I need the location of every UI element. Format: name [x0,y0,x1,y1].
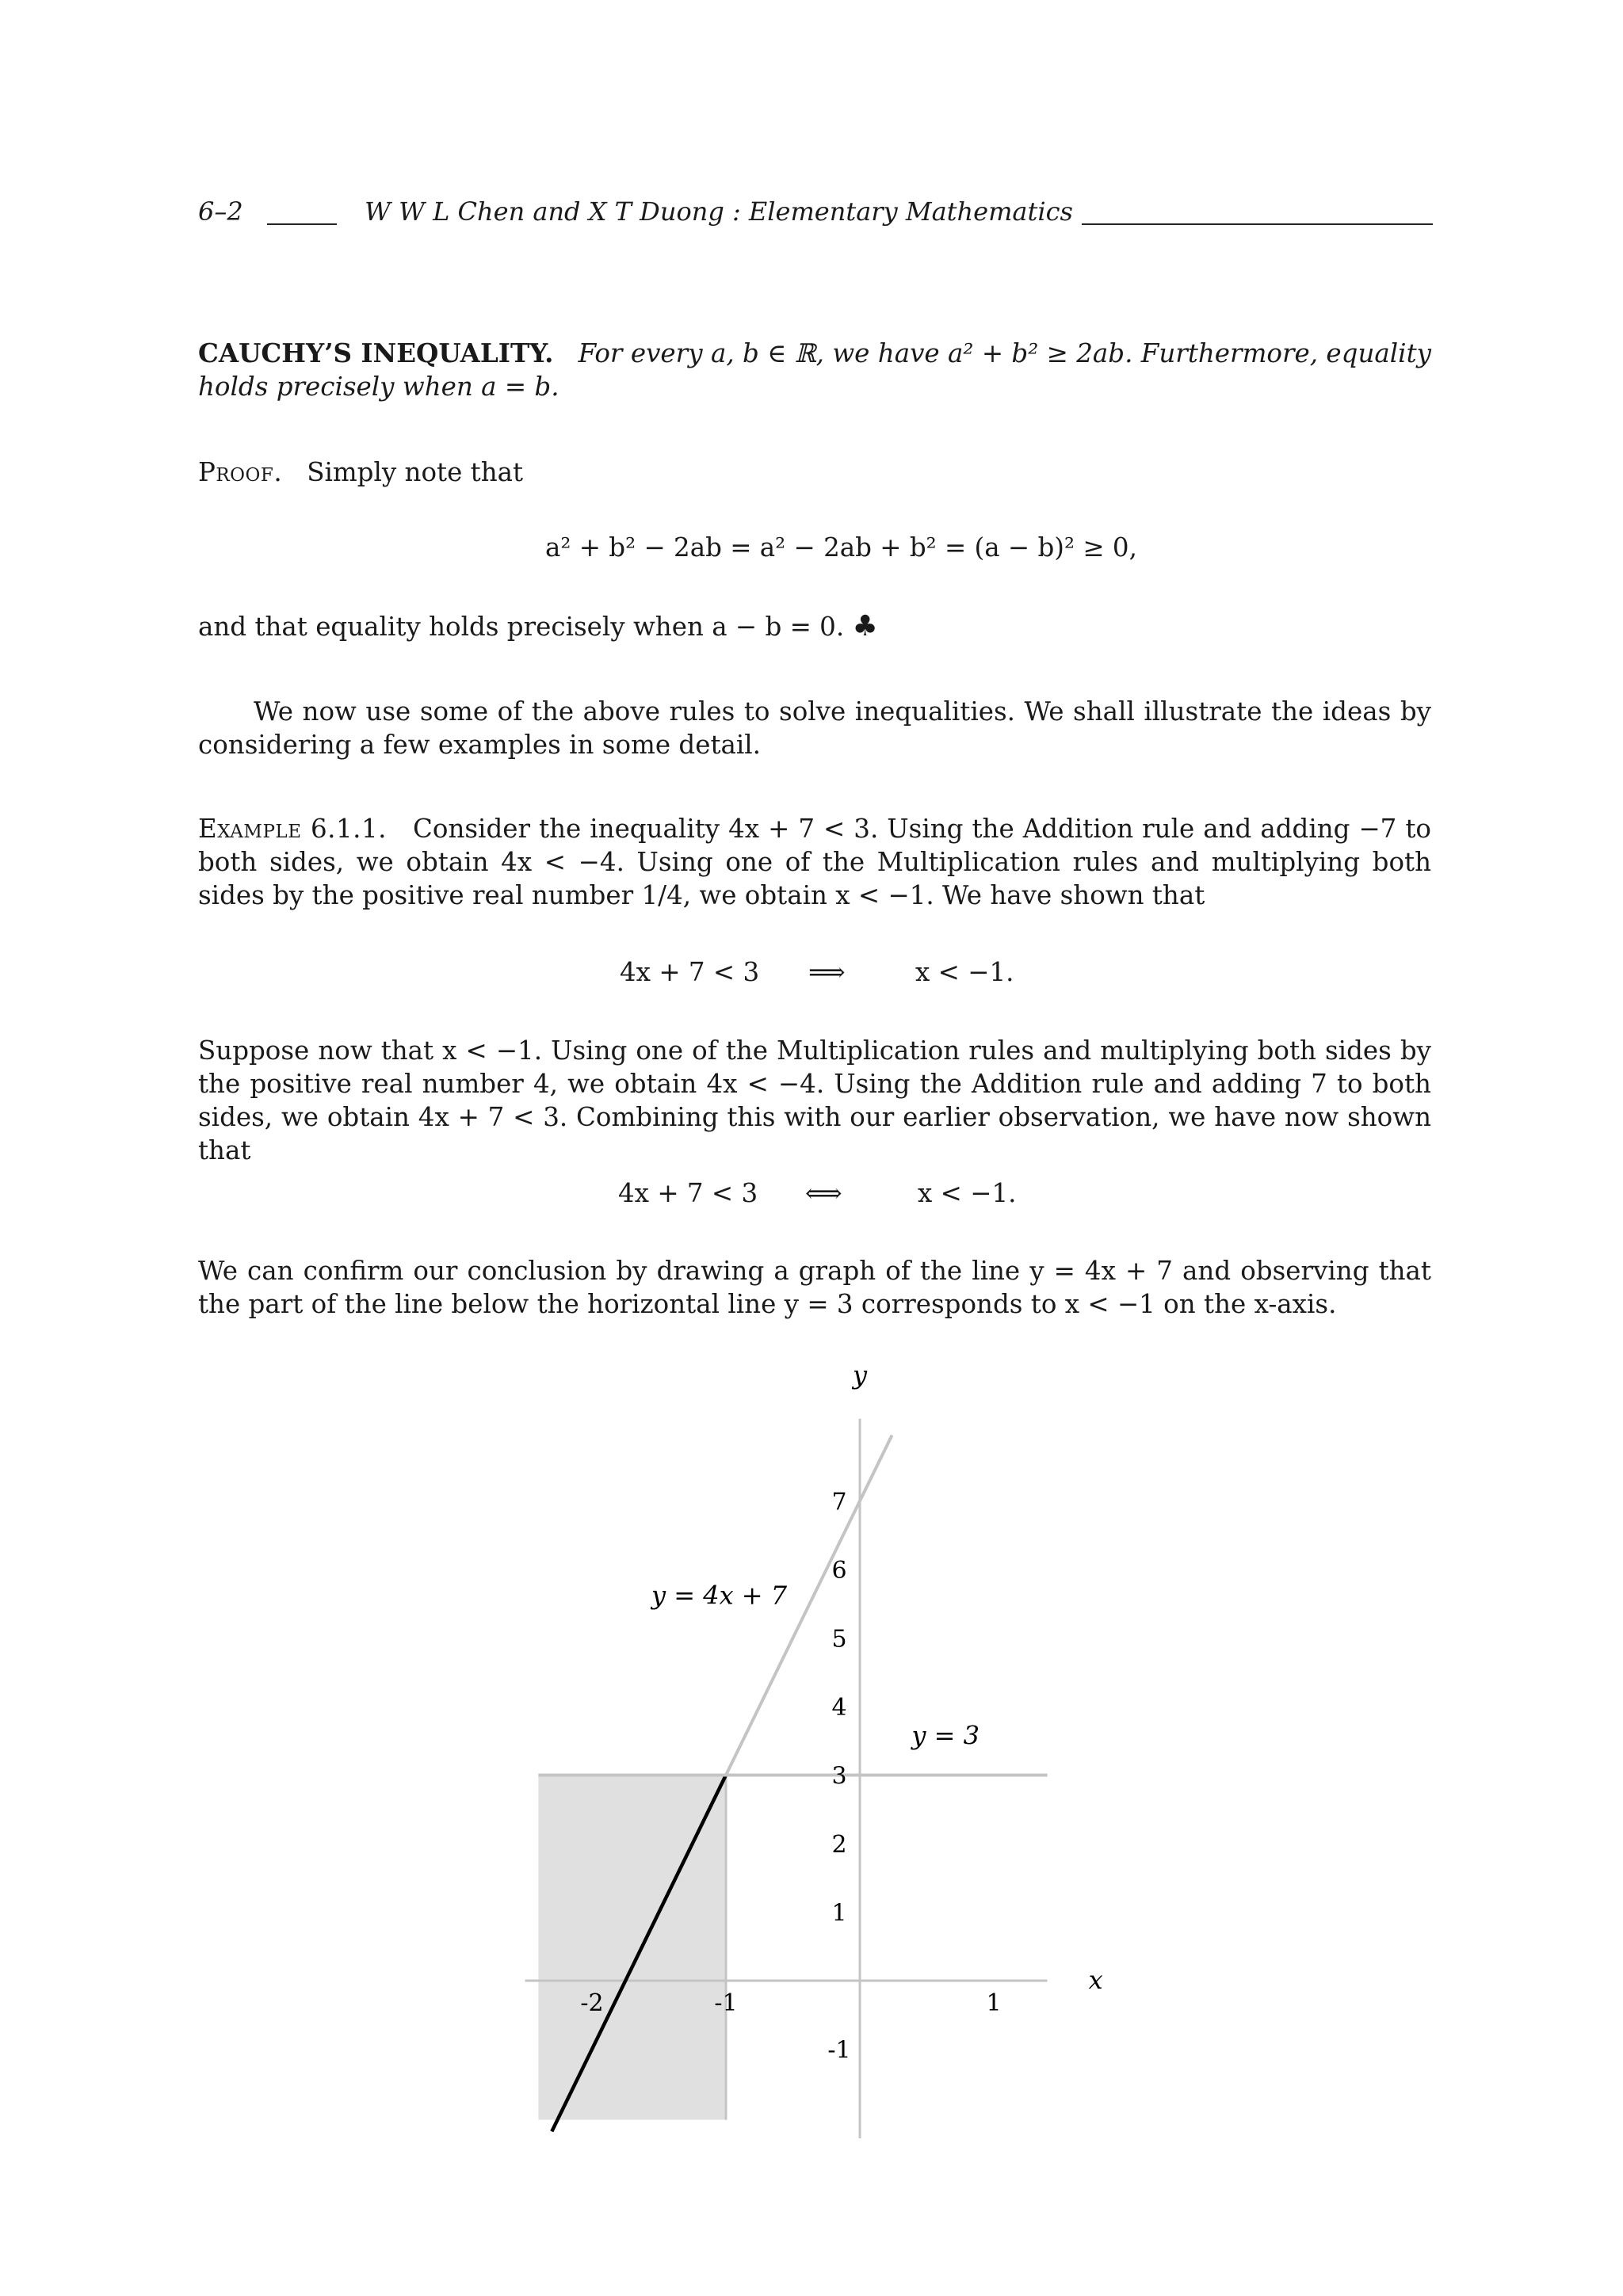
shaded-region [538,1775,726,2120]
page-number: 6–2 [198,196,243,227]
display-iff-right: x < −1. [918,1178,1017,1208]
proof-equation: a² + b² − 2ab = a² − 2ab + b² = (a − b)² ≥ 0, [545,532,1137,563]
theorem-statement: For every a, b ∈ ℝ, we have a² + b² ≥ 2ab. Furthermore, equality holds precisely when a = b. [198,338,1431,402]
y-tick-label: 1 [831,1899,847,1928]
x-axis-label: x [1088,1965,1103,1995]
example-label: Example 6.1.1. [198,814,388,844]
y-tick-label: 2 [831,1831,847,1859]
annotation-label: y = 4x + 7 [651,1580,788,1611]
paragraph-rules: We now use some of the above rules to solve inequalities. We shall illustrate the ideas by considering a few examples in some detail. [198,696,1431,760]
display-iff-left: 4x + 7 < 3 [618,1178,758,1208]
y-axis-label: y [852,1360,868,1390]
qed-club-icon: ♣ [852,610,878,643]
display-implies-right: x < −1. [915,957,1014,987]
y-tick-label: 5 [831,1625,847,1653]
annotation-label: y = 3 [911,1720,980,1751]
display-implies-left: 4x + 7 < 3 [620,957,760,987]
x-tick-label: -2 [580,1989,604,2017]
y-tick-label: -1 [827,2036,851,2065]
example-paragraph-2: Suppose now that x < −1. Using one of the Multiplication rules and multiplying both sides by the positive real number 4, we obtain 4x < −4. Using the Addition rule and adding 7 to both sides, we obtain 4x + 7 < 3. Combining this with our earlier observation, we have now shown that [198,1035,1431,1165]
example-paragraph-3: We can confirm our conclusion by drawing a graph of the line y = 4x + 7 and observing that the part of the line below the horizontal line y = 3 corresponds to x < −1 on the x-axis. [198,1256,1431,1319]
x-tick-label: -1 [714,1989,738,2017]
display-implies-arrow: ⟹ [808,957,846,987]
y-tick-label: 3 [831,1762,847,1791]
display-iff-arrow: ⟺ [805,1178,842,1208]
proof-intro: Simply note that [307,457,524,487]
y-tick-label: 7 [831,1488,847,1516]
running-title: W W L Chen and X T Duong : Elementary Mathematics [365,196,1073,227]
example-text: Consider the inequality 4x + 7 < 3. Using the Addition rule and adding −7 to both sides, we obtain 4x < −4. Using one of the Multiplication rules and multiplying both sides by the positive real number 1/4, we obtain x < −1. We have shown that [198,814,1431,910]
theorem-label: CAUCHY’S INEQUALITY. [198,338,554,368]
y-tick-label: 6 [831,1557,847,1585]
proof-conclusion: and that equality holds precisely when a − b = 0. [198,612,845,642]
x-tick-label: 1 [986,1989,1002,2017]
y-tick-label: 4 [831,1694,847,1722]
proof-label: Proof. [198,457,283,487]
